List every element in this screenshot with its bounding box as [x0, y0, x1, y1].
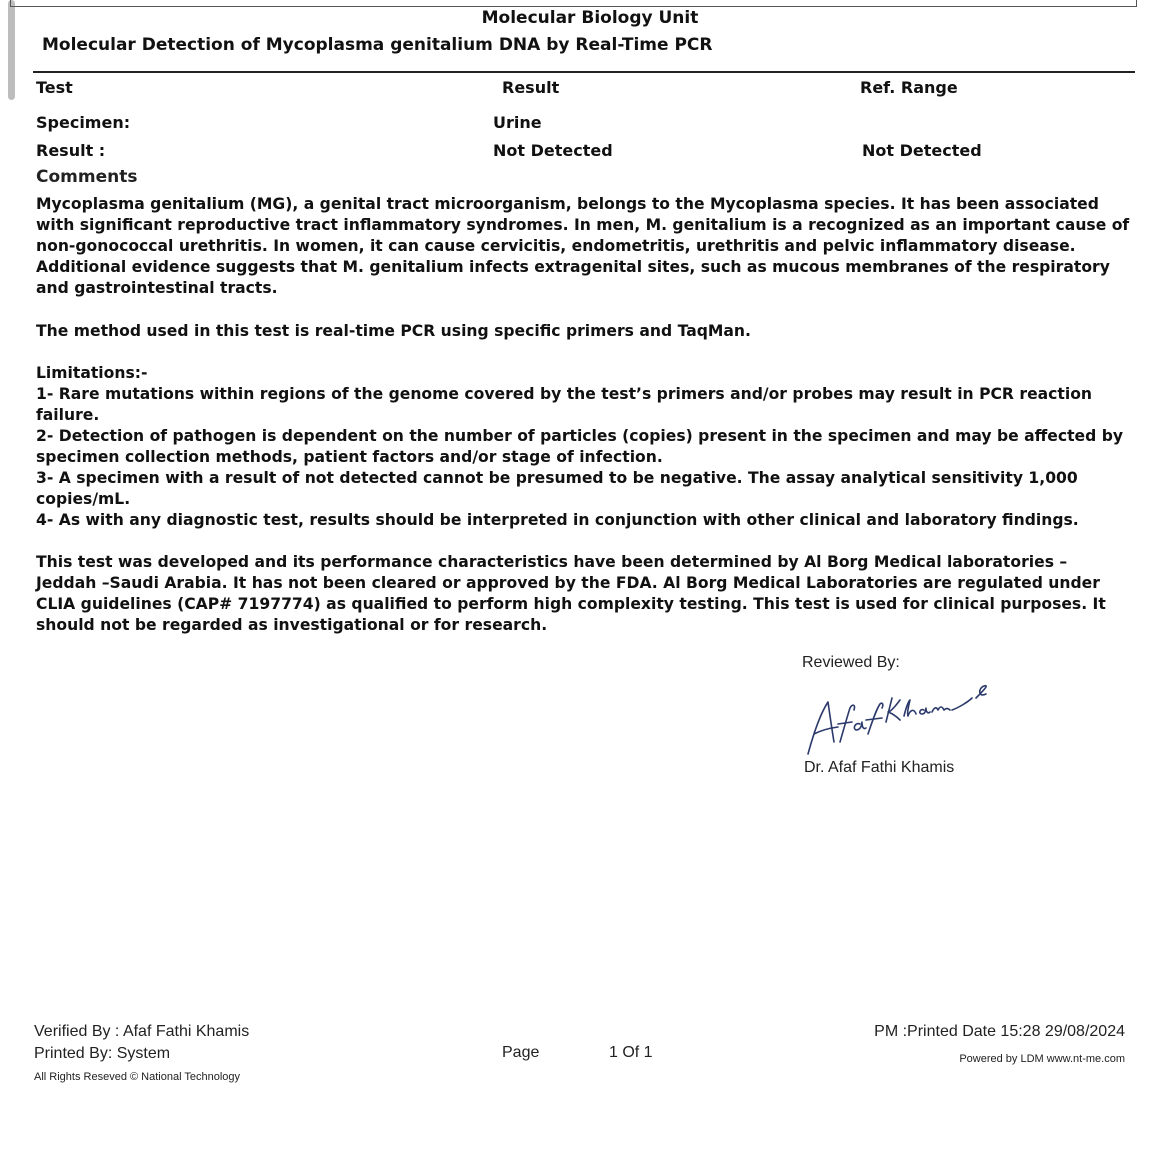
- result-ref-range: Not Detected: [862, 141, 982, 160]
- signature-text: Afaf Khamis: [800, 672, 806, 673]
- method-statement: The method used in this test is real-time PCR using specific primers and TaqMan.: [36, 322, 751, 340]
- column-header-ref-range: Ref. Range: [860, 78, 958, 97]
- printed-date: PM :Printed Date 15:28 29/08/2024: [874, 1023, 1125, 1040]
- specimen-value: Urine: [493, 113, 542, 132]
- column-header-result: Result: [502, 78, 560, 97]
- comments-label: Comments: [36, 167, 138, 187]
- reviewer-signature: [800, 672, 1000, 762]
- disclaimer-paragraph: This test was developed and its performance characteristics have been determined by Al Borg Medical laboratories – Jeddah –Saudi Arabia. It has not been cleared or approved by the FDA. Al Borg Medical Laboratories are regulated under CLIA guidelines (CAP# 7197774) as qualified to perform high complexity testing. This test is used for clinical purposes. It should not be regarded as investigational or for research.: [36, 553, 1106, 634]
- page-number: 1 Of 1: [609, 1044, 653, 1061]
- result-label: Result :: [36, 141, 106, 160]
- powered-by: Powered by LDM www.nt-me.com: [959, 1053, 1125, 1065]
- test-title: Molecular Detection of Mycoplasma genitalium DNA by Real-Time PCR: [42, 35, 713, 55]
- limitation-item: 2- Detection of pathogen is dependent on the number of particles (copies) present in the specimen and may be affected by specimen collection methods, patient factors and/or stage of infection.: [36, 427, 1124, 466]
- limitations-section: [36, 363, 1131, 531]
- scrollbar[interactable]: [0, 0, 22, 1152]
- reviewed-by-label: Reviewed By:: [802, 654, 900, 671]
- unit-title: Molecular Biology Unit: [481, 8, 699, 28]
- header-divider: [33, 71, 1135, 73]
- verified-by: Verified By : Afaf Fathi Khamis: [34, 1023, 250, 1040]
- page-frame-edge: [10, 0, 1137, 7]
- limitation-item: 4- As with any diagnostic test, results should be interpreted in conjunction with other clinical and laboratory findings.: [36, 511, 1079, 529]
- result-value: Not Detected: [493, 141, 613, 160]
- page-label: Page: [502, 1044, 540, 1061]
- limitations-label: Limitations:-: [36, 364, 148, 382]
- limitation-item: 1- Rare mutations within regions of the genome covered by the test’s primers and/or probes may result in PCR reaction failure.: [36, 385, 1093, 424]
- reviewer-name: Dr. Afaf Fathi Khamis: [804, 759, 955, 776]
- column-header-test: Test: [36, 78, 73, 97]
- specimen-label: Specimen:: [36, 113, 131, 132]
- comments-paragraph: Mycoplasma genitalium (MG), a genital tract microorganism, belongs to the Mycoplasma species. It has been associated with significant reproductive tract inflammatory syndromes. In men, M. genitalium is a recognized as an important cause of non-gonococcal urethritis. In women, it can cause cervicitis, endometritis, urethritis and pelvic inflammatory disease. Additional evidence suggests that M. genitalium infects extragenital sites, such as mucous membranes of the respiratory and gastrointestinal tracts.: [36, 195, 1130, 297]
- limitation-item: 3- A specimen with a result of not detected cannot be presumed to be negative. The assay analytical sensitivity 1,000 copies/mL.: [36, 469, 1078, 508]
- rights-notice: All Rights Reseved © National Technology: [34, 1071, 241, 1083]
- printed-by: Printed By: System: [34, 1045, 171, 1062]
